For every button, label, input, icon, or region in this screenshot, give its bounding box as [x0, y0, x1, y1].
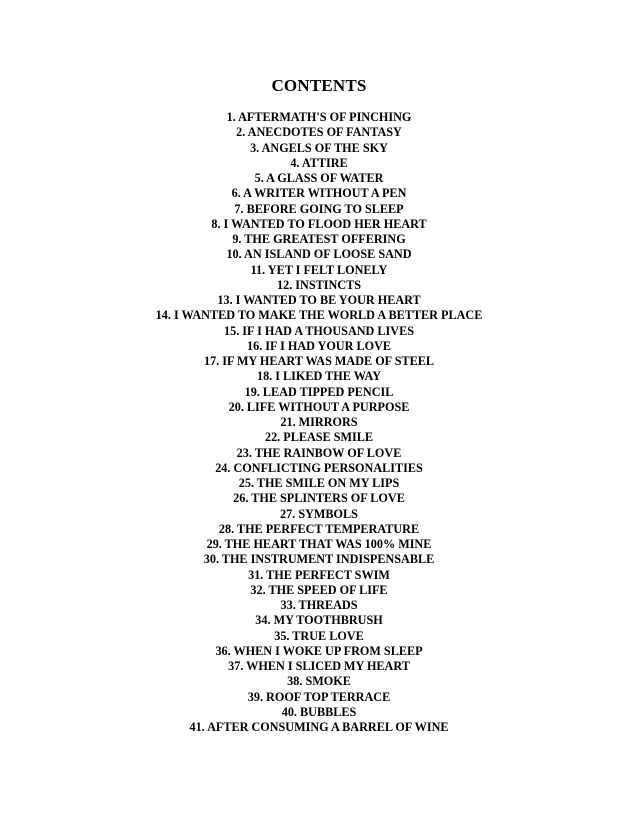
toc-entry: 15. IF I HAD A THOUSAND LIVES: [224, 323, 414, 338]
toc-entry: 8. I WANTED TO FLOOD HER HEART: [211, 216, 427, 231]
toc-entry: 10. AN ISLAND OF LOOSE SAND: [226, 247, 412, 262]
toc-entry: 28. THE PERFECT TEMPERATURE: [218, 521, 420, 536]
toc-entry: 18. I LIKED THE WAY: [256, 369, 382, 384]
toc-entry: 35. TRUE LOVE: [274, 628, 364, 643]
toc-entry: 17. IF MY HEART WAS MADE OF STEEL: [203, 354, 435, 368]
toc-entry: 26. THE SPLINTERS OF LOVE: [233, 491, 405, 506]
toc-entry: 25. THE SMILE ON MY LIPS: [238, 476, 400, 490]
toc-entry: 37. WHEN I SLICED MY HEART: [228, 659, 410, 673]
toc-entry: 31. THE PERFECT SWIM: [248, 567, 390, 582]
toc-entry: 24. CONFLICTING PERSONALITIES: [215, 460, 423, 475]
toc-entry: 6. A WRITER WITHOUT A PEN: [231, 186, 407, 201]
toc-entry: 21. MIRRORS: [280, 415, 358, 429]
toc-entry: 1. AFTERMATH'S OF PINCHING: [226, 110, 412, 124]
toc-entry: 36. WHEN I WOKE UP FROM SLEEP: [215, 643, 423, 658]
toc-entry: 30. THE INSTRUMENT INDISPENSABLE: [203, 552, 435, 567]
toc-entry: 16. IF I HAD YOUR LOVE: [247, 338, 391, 353]
toc-entry: 40. BUBBLES: [281, 704, 357, 719]
page-title: CONTENTS: [271, 76, 367, 95]
toc-entry: 20. LIFE WITHOUT A PURPOSE: [228, 399, 410, 414]
toc-entry: 33. THREADS: [280, 598, 358, 612]
toc-entry: 7. BEFORE GOING TO SLEEP: [234, 201, 404, 216]
toc-entry: 4. ATTIRE: [290, 155, 348, 170]
toc-entry: 14. I WANTED TO MAKE THE WORLD A BETTER PLACE: [155, 308, 483, 323]
toc-entry: 13. I WANTED TO BE YOUR HEART: [217, 293, 421, 307]
toc-entry: 22. PLEASE SMILE: [264, 430, 374, 445]
toc-entry: 34. MY TOOTHBRUSH: [255, 613, 383, 628]
toc-entry: 41. AFTER CONSUMING A BARREL OF WINE: [189, 720, 449, 734]
toc-entry: 12. INSTINCTS: [277, 277, 361, 292]
toc-entry: 11. YET I FELT LONELY: [250, 262, 388, 277]
toc-entry: 39. ROOF TOP TERRACE: [247, 689, 391, 704]
toc-entry: 19. LEAD TIPPED PENCIL: [244, 384, 394, 399]
toc-entry: 27. SYMBOLS: [280, 506, 358, 521]
toc-entry: 29. THE HEART THAT WAS 100% MINE: [206, 537, 432, 551]
toc-entry: 23. THE RAINBOW OF LOVE: [236, 445, 402, 460]
toc-entry: 9. THE GREATEST OFFERING: [232, 232, 406, 246]
toc-entry: 38. SMOKE: [287, 674, 351, 689]
toc-entry: 2. ANECDOTES OF FANTASY: [236, 125, 402, 140]
toc-entry: 5. A GLASS OF WATER: [254, 171, 384, 185]
table-of-contents: [0, 110, 638, 735]
toc-entry: 32. THE SPEED OF LIFE: [250, 582, 388, 597]
toc-entry: 3. ANGELS OF THE SKY: [250, 140, 388, 155]
